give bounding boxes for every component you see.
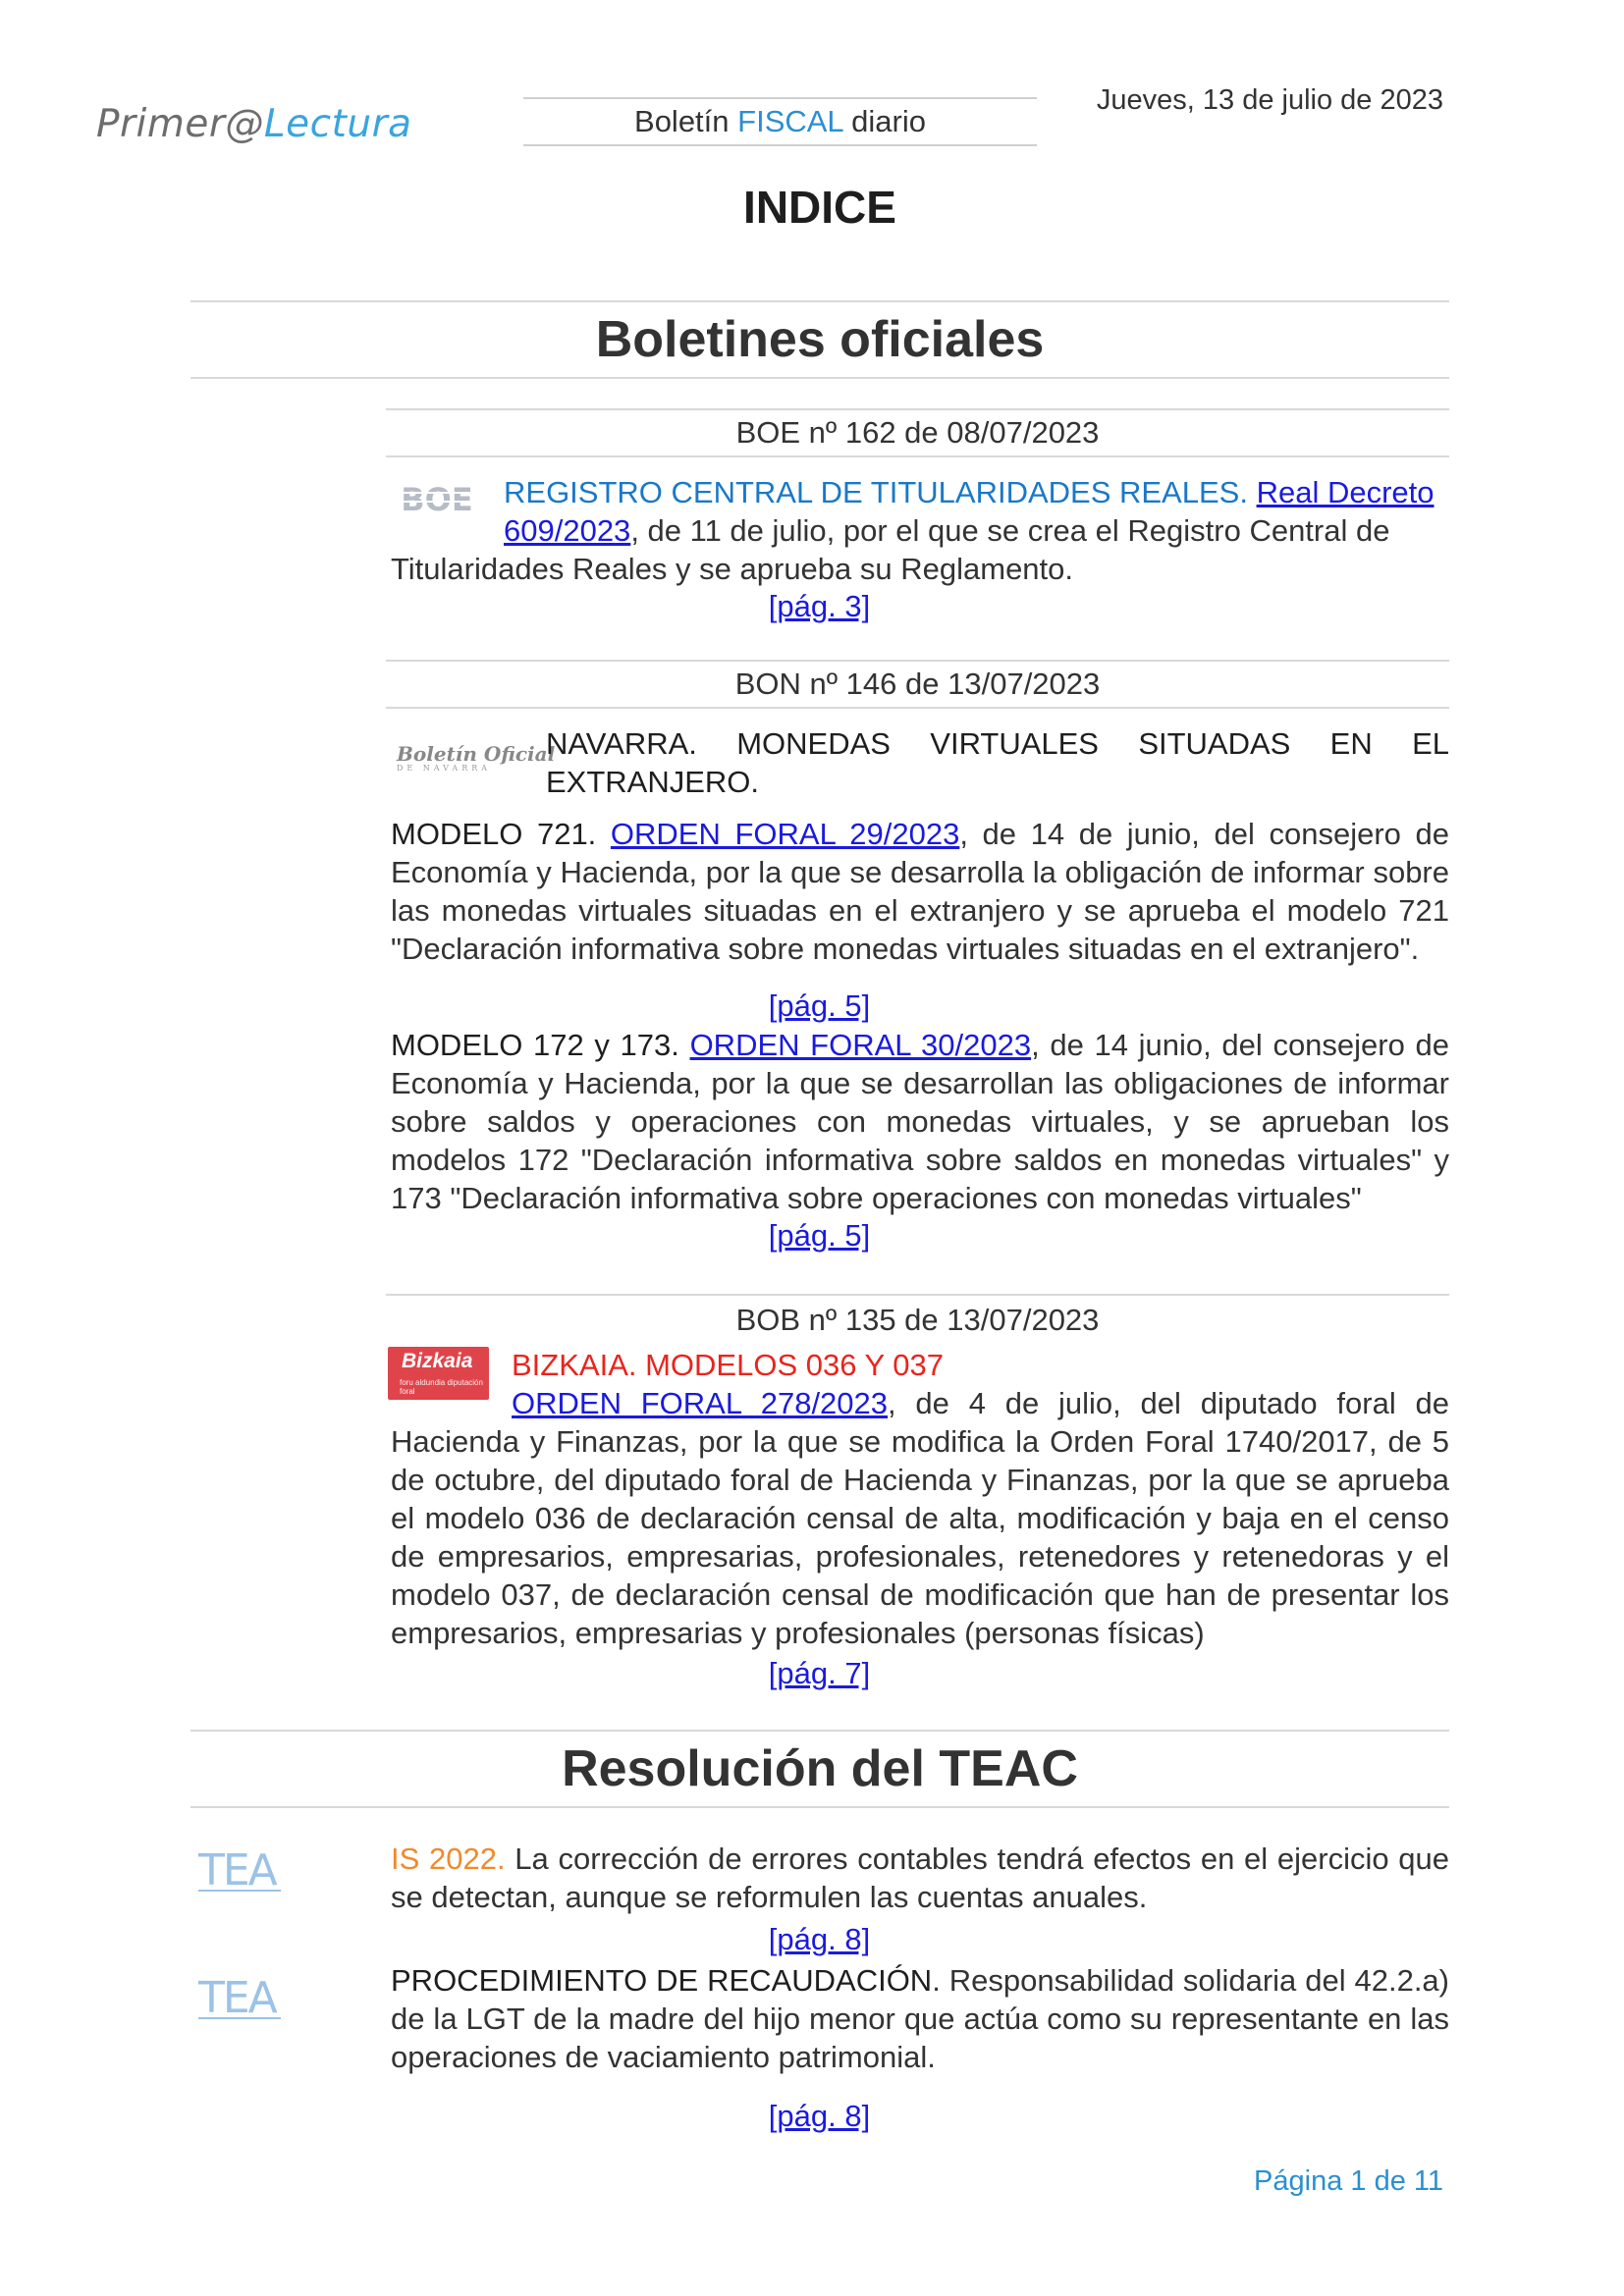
teac-item2-label: PROCEDIMIENTO DE RECAUDACIÓN (391, 1963, 933, 1998)
brand-right: Lectura (263, 102, 412, 146)
issue-date: Jueves, 13 de julio de 2023 (1096, 84, 1443, 116)
boe-logo-icon (395, 477, 479, 520)
section-title-boletines: Boletines oficiales (190, 300, 1449, 379)
bon-item1-page-ref (386, 988, 1253, 1024)
teac-item2 (391, 1961, 1449, 2076)
boe-link-part1[interactable]: Real Decreto (1256, 475, 1435, 509)
bob-page-ref (386, 1656, 1253, 1691)
bon-logo-line2: DE NAVARRA (397, 764, 492, 773)
brand-logo (96, 102, 412, 146)
teac-item2-body: . Responsabilidad solidaria del 42.2.a) de la LGT de la madre del hijo menor que actúa como su representante en las operaciones de vaciamiento patrimonial. (391, 1963, 1449, 2074)
bon-item1-body: , de 14 de junio, del consejero de Economía y Hacienda, por la que se desarrolla la obligación de informar sobre las monedas virtuales situadas en el extranjero y se aprueba el modelo 721 "Declaración informativa sobre monedas virtuales situadas en el extranjero". (391, 817, 1449, 966)
bon-entry-title: NAVARRA. MONEDAS VIRTUALES SITUADAS EN EL EXTRANJERO. (546, 726, 1449, 799)
page-title: INDICE (743, 182, 896, 233)
bob-link[interactable]: ORDEN FORAL 278/2023 (512, 1386, 889, 1420)
boe-entry-line2 (504, 511, 1449, 550)
bon-item2-link[interactable]: ORDEN FORAL 30/2023 (689, 1028, 1032, 1062)
bob-entry-title: BIZKAIA. MODELOS 036 Y 037 (512, 1348, 944, 1382)
teac-item2-page-ref (386, 2099, 1253, 2134)
bon-logo-line1: Boletín Oficial (397, 742, 556, 766)
boe-page-link[interactable]: [pág. 3] (768, 589, 871, 623)
boe-body-line2: Titularidades Reales y se aprueba su Reglamento. (391, 552, 1074, 586)
bon-item2-page-ref (386, 1218, 1253, 1254)
teac-item1-body: La corrección de errores contables tendrá efectos en el ejercicio que se detectan, aunque se reformulen las cuentas anuales. (391, 1842, 1450, 1914)
tea-logo-icon (196, 1838, 285, 1896)
teac-item1 (391, 1840, 1449, 1916)
boe-body-line1: , de 11 de julio, por el que se crea el Registro Central de (630, 513, 1390, 548)
boe-logo-text: BOE (401, 481, 473, 518)
bob-divider (386, 1294, 1449, 1296)
boe-page-ref (386, 589, 1253, 624)
teac-item2-page-link[interactable]: [pág. 8] (768, 2099, 871, 2133)
bon-item1-link[interactable]: ORDEN FORAL 29/2023 (610, 817, 960, 851)
bon-item2-label: MODELO 172 y 173. (391, 1028, 679, 1062)
bon-heading: BON nº 146 de 13/07/2023 (386, 660, 1449, 709)
bob-body: , de 4 de julio, del diputado foral de Hacienda y Finanzas, por la que se modifica la Orden Foral 1740/2017, de 5 de octubre, del diputado foral de Hacienda y Finanzas, por la que se aprueba el modelo 036 de declaración censal de alta, modificación y baja en el censo de empresarios, empresarias, profesionales, retenedores y retenedoras y el modelo 037, de declaración censal de modificación que han de presentar los empresarios, empresarias y profesionales (personas físicas) (391, 1386, 1449, 1650)
bulletin-fiscal: FISCAL (737, 104, 843, 138)
bulletin-title (523, 97, 1037, 146)
brand-left: Primer@ (96, 102, 264, 146)
bon-item2-body: , de 14 junio, del consejero de Economía y Hacienda, por la que se desarrollan las obligaciones de informar sobre saldos y operaciones con monedas virtuales, y se aprueban los modelos 172 "Declaración informativa sobre saldos en monedas virtuales" y 173 "Declaración informativa sobre operaciones con monedas virtuales" (391, 1028, 1449, 1215)
bon-item2 (391, 1026, 1449, 1217)
bob-heading: BOB nº 135 de 13/07/2023 (735, 1303, 1100, 1337)
page-number: Página 1 de 11 (1254, 2165, 1443, 2197)
teac-item1-page-ref (386, 1922, 1253, 1957)
boe-entry-title: REGISTRO CENTRAL DE TITULARIDADES REALES. (504, 475, 1248, 509)
boe-entry-line1 (504, 473, 1449, 511)
tea-logo-icon (196, 1965, 285, 2024)
bizkaia-logo-sub: foru aldundia diputación foral (400, 1378, 483, 1396)
bon-item1 (391, 815, 1449, 968)
bon-item2-page-link[interactable]: [pág. 5] (768, 1218, 871, 1253)
bon-logo-icon (397, 742, 556, 785)
bon-item1-page-link[interactable]: [pág. 5] (768, 988, 871, 1023)
boe-heading: BOE nº 162 de 08/07/2023 (386, 408, 1449, 457)
bob-entry-body (391, 1384, 1449, 1652)
teac-item1-label: IS 2022. (391, 1842, 506, 1876)
tea-logo-text-2: TEA (198, 1973, 276, 2023)
section-title-teac: Resolución del TEAC (190, 1730, 1449, 1808)
bulletin-suffix: diario (842, 104, 926, 138)
bizkaia-logo-text: Bizkaia (402, 1350, 473, 1372)
bob-page-link[interactable]: [pág. 7] (768, 1656, 871, 1690)
bon-item1-label: MODELO 721. (391, 817, 597, 851)
boe-link-part2[interactable]: 609/2023 (504, 513, 631, 548)
bulletin-prefix: Boletín (634, 104, 738, 138)
tea-logo-text-1: TEA (198, 1845, 276, 1896)
teac-item1-page-link[interactable]: [pág. 8] (768, 1922, 871, 1956)
